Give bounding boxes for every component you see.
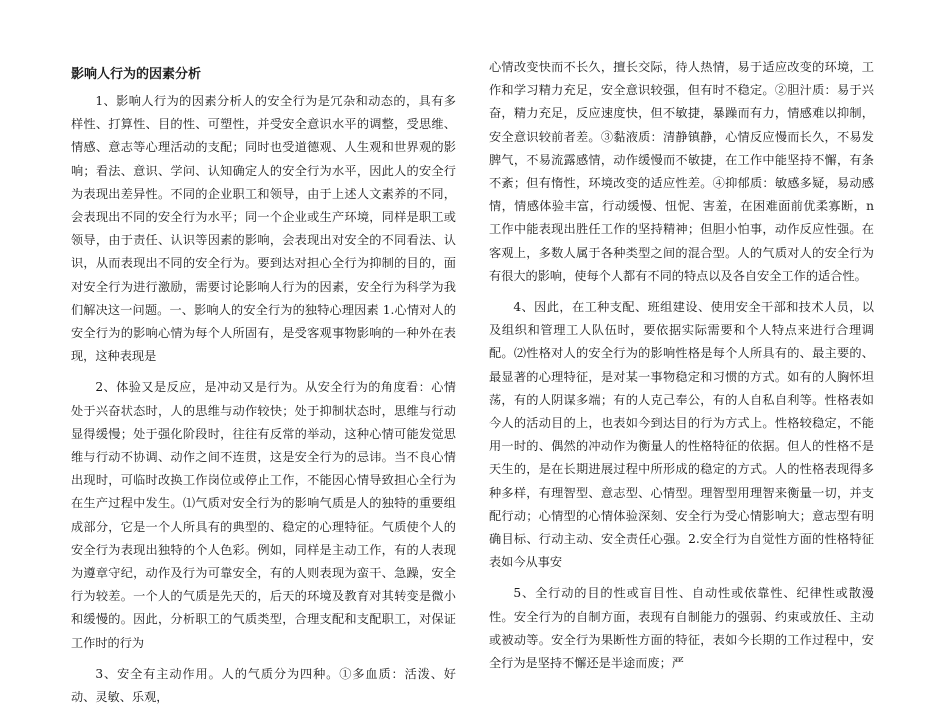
- paragraph-3-continued: 心情改变快而不长久，擅长交际，待人热情，易于适应改变的环境，工作和学习精力充足，安全意识较强，但有时不稳定。②胆汁质：易于兴奋，精力充足，反应速度快，但不敏捷，暴躁而有力，情感难以抑制，安全意识较前者差。③黏液质：清静镇静，心情反应慢而长久，不易发脾气，不易流露感情，动作缓慢而不敏捷，在工作中能坚持不懈，有条不紊；但有惰性，环境改变的适应性差。④抑郁质：敏感多疑，易动感情，情感体验丰富，行动缓慢、忸怩、害羞，在困难面前优柔寡断，n工作中能表现出胜任工作的坚持精神；但胆小怕事，动作反应性强。在客观上，多数人属于各种类型之间的混合型。人的气质对人的安全行为有很大的影响，使每个人都有不同的特点以及各自安全工作的适合性。: [489, 60, 874, 283]
- paragraph-5: 5、全行动的目的性或盲目性、自动性或依靠性、纪律性或散漫性。安全行为的自制方面，表现有自制能力的强弱、约束或放任、主动或被动等。安全行为果断性方面的特征，表如今长期的工作过程中，安全行为是坚持不懈还是半途而废；严: [489, 586, 874, 671]
- paragraph-3: 3、安全有主动作用。人的气质分为四种。①多血质：活泼、好动、灵敏、乐观，: [71, 666, 456, 705]
- paragraph-4: 4、因此，在工种支配、班组建设、使用安全干部和技术人员，以及组织和管理工人队伍时，要依据实际需要和个人特点来进行合理调配。⑵性格对人的安全行为的影响性格是每个人所具有的、最主要的、最显著的心理特征，是对某一事物稳定和习惯的方式。如有的人胸怀坦荡，有的人阴谋多端；有的人克己奉公，有的人自私自利等。性格表如今人的活动目的上，也表如今到达目的行为方式上。性格较稳定，不能用一时的、偶然的冲动作为衡量人的性格特征的依据。但人的性格不是天生的，是在长期进展过程中所形成的稳定的方式。人的性格表现得多种多样，有理智型、意志型、心情型。理智型用理智来衡量一切，并支配行动；心情型的心情体验深刻、安全行为受心情影响大；意志型有明确目标、行动主动、安全责任心强。2.安全行为自觉性方面的性格特征表如今从事安: [489, 300, 874, 570]
- paragraph-1: 1、影响人行为的因素分析人的安全行为是冗杂和动态的，具有多样性、打算性、目的性、可塑性，并受安全意识水平的调整，受思维、情感、意志等心理活动的支配；同时也受道德观、人生观和世界观的影响；看法、意识、学问、认知确定人的安全行为水平，因此人的安全行为表现出差异性。不同的企业职工和领导，由于上述人文素养的不同，会表现出不同的安全行为水平；同一个企业或生产环境，同样是职工或领导，由于责任、认识等因素的影响，会表现出对安全的不同看法、认识，从而表现出不同的安全行为。要到达对担心全行为抑制的目的，面对安全行为进行激励，需要讨论影响人行为的因素，安全行为科学为我们解决这一问题。一、影响人的安全行为的独特心理因素 1.心情对人的安全行为的影响心情为每个人所固有，是受客观事物影响的一种外在表现，这种表现是: [71, 94, 456, 364]
- right-column: [489, 56, 874, 683]
- document-title: 影响人行为的因素分析: [71, 67, 202, 82]
- left-column: [71, 64, 456, 717]
- paragraph-2: 2、体验又是反应，是冲动又是行为。从安全行为的角度看：心情处于兴奋状态时，人的思维与动作较快；处于抑制状态时，思维与行动显得缓慢；处于强化阶段时，往往有反常的举动，这种心情可能发觉思维与行动不协调、动作之间不连贯，这是安全行为的忌讳。当不良心情出现时，可临时改换工作岗位或停止工作，不能因心情导致担心全行为在生产过程中发生。⑴气质对安全行为的影响气质是人的独特的重要组成部分，它是一个人所具有的典型的、稳定的心理特征。气质使个人的安全行为表现出独特的个人色彩。例如，同样是主动工作，有的人表现为遵章守纪，动作及行为可靠安全，有的人则表现为蛮干、急躁，安全行为较差。一个人的气质是先天的，后天的环境及教育对其转变是微小和缓慢的。因此，分析职工的气质类型，合理支配和支配职工，对保证工作时的行为: [71, 380, 456, 650]
